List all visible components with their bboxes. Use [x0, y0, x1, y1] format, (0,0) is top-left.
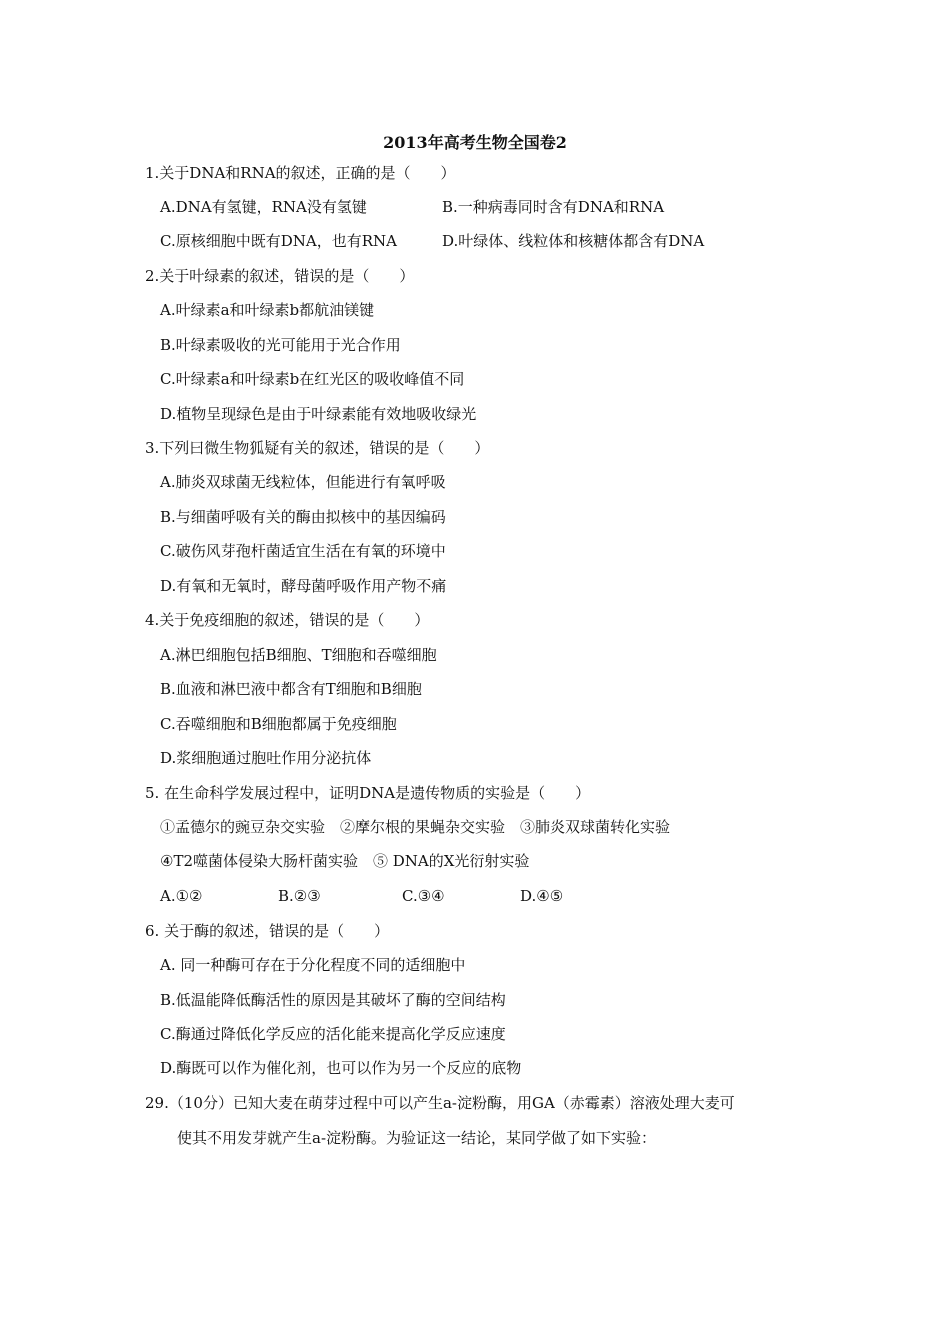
- question-2-option-d: D.植物呈现绿色是由于叶绿素能有效地吸收绿光: [160, 405, 477, 423]
- question-29-continuation: 使其不用发芽就产生a-淀粉酶。为验证这一结论，某同学做了如下实验：: [177, 1129, 657, 1147]
- question-4-option-d: D.浆细胞通过胞吐作用分泌抗体: [160, 749, 372, 767]
- question-1-option-d: D.叶绿体、线粒体和核糖体都含有DNA: [442, 232, 705, 250]
- question-5-option-d: D.④⑤: [520, 887, 564, 905]
- question-1-option-b: B.一种病毒同时含有DNA和RNA: [442, 198, 665, 216]
- question-2-stem: 2.关于叶绿素的叙述，错误的是（ ）: [145, 267, 415, 285]
- question-6-option-a: A. 同一种酶可存在于分化程度不同的适细胞中: [160, 956, 466, 974]
- question-3-stem: 3.下列曰微生物狐疑有关的叙述，错误的是（ ）: [145, 439, 490, 457]
- question-5-option-a: A.①②: [160, 887, 203, 905]
- question-1-stem: 1.关于DNA和RNA的叙述，正确的是（ ）: [145, 164, 456, 182]
- question-3-option-d: D.有氧和无氧时，酵母菌呼吸作用产物不痛: [160, 577, 447, 595]
- question-4-option-c: C.吞噬细胞和B细胞都属于免疫细胞: [160, 715, 397, 733]
- question-1-option-c: C.原核细胞中既有DNA，也有RNA: [160, 232, 397, 250]
- page-title: 2013年高考生物全国卷2: [383, 133, 567, 152]
- question-4-option-a: A.淋巴细胞包括B细胞、T细胞和吞噬细胞: [160, 646, 437, 664]
- question-3-option-c: C.破伤风芽孢杆菌适宜生活在有氧的环境中: [160, 542, 446, 560]
- question-2-option-c: C.叶绿素a和叶绿素b在红光区的吸收峰值不同: [160, 370, 465, 388]
- question-6-option-d: D.酶既可以作为催化剂，也可以作为另一个反应的底物: [160, 1059, 522, 1077]
- question-6-option-c: C.酶通过降低化学反应的活化能来提高化学反应速度: [160, 1025, 506, 1043]
- question-6-stem: 6. 关于酶的叙述，错误的是（ ）: [145, 922, 390, 940]
- question-5-items-line-2: ④T2噬菌体侵染大肠杆菌实验 ⑤ DNA的X光衍射实验: [160, 852, 530, 870]
- question-3-option-b: B.与细菌呼吸有关的酶由拟核中的基因编码: [160, 508, 446, 526]
- question-1-option-a: A.DNA有氢键，RNA没有氢键: [160, 198, 367, 216]
- question-3-option-a: A.肺炎双球菌无线粒体，但能进行有氧呼吸: [160, 473, 446, 491]
- question-6-option-b: B.低温能降低酶活性的原因是其破坏了酶的空间结构: [160, 991, 506, 1009]
- question-5-option-c: C.③④: [402, 887, 445, 905]
- question-2-option-a: A.叶绿素a和叶绿素b都航油镁键: [160, 301, 375, 319]
- question-5-option-b: B.②③: [278, 887, 321, 905]
- question-5-stem: 5. 在生命科学发展过程中，证明DNA是遗传物质的实验是（ ）: [145, 784, 591, 802]
- question-2-option-b: B.叶绿素吸收的光可能用于光合作用: [160, 336, 401, 354]
- question-4-stem: 4.关于免疫细胞的叙述，错误的是（ ）: [145, 611, 430, 629]
- question-5-items-line-1: ①孟德尔的豌豆杂交实验 ②摩尔根的果蝇杂交实验 ③肺炎双球菌转化实验: [160, 818, 671, 836]
- question-29-stem: 29.（10分）已知大麦在萌芽过程中可以产生a-淀粉酶，用GA（赤霉素）溶液处理大麦可: [145, 1094, 735, 1112]
- question-4-option-b: B.血液和淋巴液中都含有T细胞和B细胞: [160, 680, 422, 698]
